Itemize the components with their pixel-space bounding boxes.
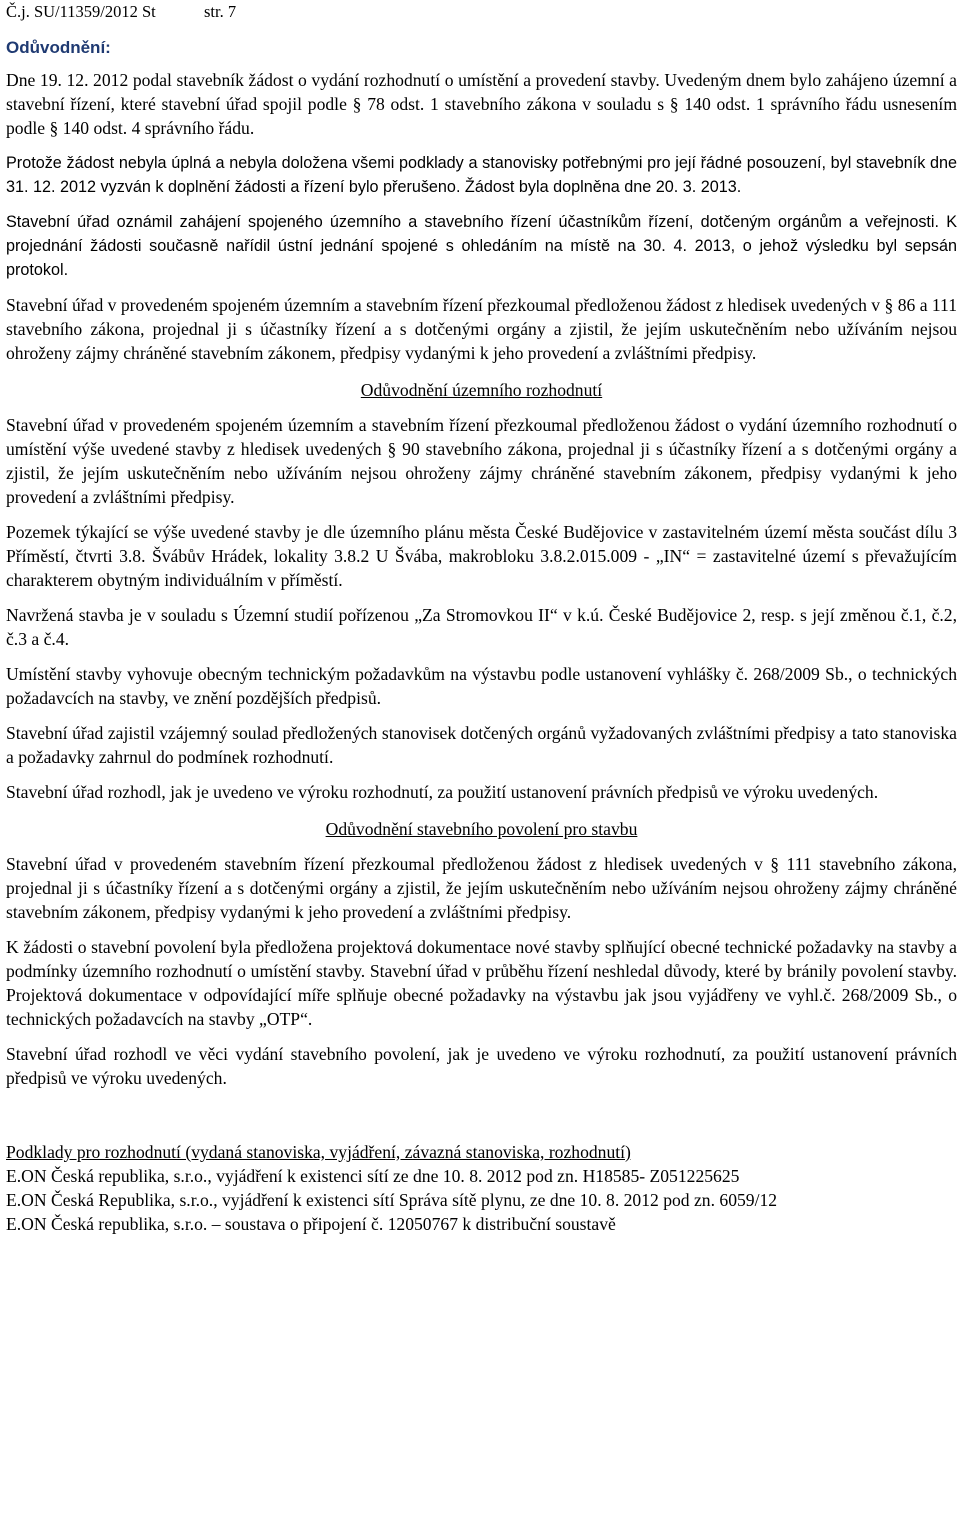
page-number: str. 7 [204, 2, 237, 21]
reference-number: Č.j. SU/11359/2012 St [6, 2, 156, 21]
source-item: E.ON Česká republika, s.r.o. – soustava o připojení č. 12050767 k distribuční soustavě [6, 1214, 616, 1234]
decision-sources [6, 1140, 957, 1236]
building-paragraph: Stavební úřad rozhodl ve věci vydání stavebního povolení, jak je uvedeno ve výroku rozhodnutí, za použití ustanovení právních předpisů ve výroku uvedených. [6, 1044, 957, 1088]
territorial-paragraph: Stavební úřad zajistil vzájemný soulad předložených stanovisek dotčených orgánů vyžadovaných zvláštními předpisy a tato stanoviska a požadavky zahrnul do podmínek rozhodnutí. [6, 723, 957, 767]
intro-paragraph: Protože žádost nebyla úplná a nebyla doložena všemi podklady a stanovisky potřebnými pro její řádné posouzení, byl stavebník dne 31. 12. 2012 vyzván k doplnění žádosti a řízení bylo přerušeno. Žádost byla doplněna dne 20. 3. 2013. [6, 154, 957, 196]
territorial-paragraph: Navržená stavba je v souladu s Územní studií pořízenou „Za Stromovkou II“ v k.ú. České Budějovice 2, resp. s její změnou č.1, č.2, č.3 a č.4. [6, 605, 957, 649]
page-header [6, 0, 957, 24]
territorial-decision-subheading: Odůvodnění územního rozhodnutí [360, 380, 603, 400]
territorial-paragraph: Stavební úřad v provedeném spojeném územním a stavebním řízení přezkoumal předloženou žádost o vydání územního rozhodnutí o umístění výše uvedené stavby z hledisek uvedených § 90 stavebního zákona, projednal ji s účastníky řízení a s dotčenými orgány a zjistil, že jejím uskutečněním nebo užíváním nejsou ohroženy zájmy chráněné stavebním zákonem, předpisy vydanými k jeho provedení a zvláštními předpisy. [6, 415, 957, 507]
sources-title: Podklady pro rozhodnutí (vydaná stanoviska, vyjádření, závazná stanoviska, rozhodnutí) [6, 1142, 631, 1162]
source-item: E.ON Česká Republika, s.r.o., vyjádření k existenci sítí Správa sítě plynu, ze dne 10. 8. 2012 pod zn. 6059/12 [6, 1190, 778, 1210]
justification-heading: Odůvodnění: [6, 38, 111, 57]
intro-paragraph: Stavební úřad v provedeném spojeném územním a stavebním řízení přezkoumal předloženou žádost z hledisek uvedených v § 86 a 111 stavebního zákona, projednal ji s účastníky řízení a s dotčenými orgány a zjistil, že jejím uskutečněním nebo užíváním nejsou ohroženy zájmy chráněné stavebním zákonem, předpisy vydanými k jeho provedení a zvláštními předpisy. [6, 295, 957, 363]
intro-paragraph: Dne 19. 12. 2012 podal stavebník žádost o vydání rozhodnutí o umístění a provedení stavby. Uvedeným dnem bylo zahájeno územní a stavební řízení, které stavební úřad spojil podle § 78 odst. 1 stavebního zákona v souladu s § 140 odst. 1 správního řádu usnesením podle § 140 odst. 4 správního řádu. [6, 70, 957, 138]
intro-paragraph: Stavební úřad oznámil zahájení spojeného územního a stavebního řízení účastníkům řízení, dotčeným orgánům a veřejnosti. K projednání žádosti současně nařídil ústní jednání spojené s ohledáním na místě na 30. 4. 2013, o jehož výsledku byl sepsán protokol. [6, 213, 957, 279]
territorial-paragraph: Stavební úřad rozhodl, jak je uvedeno ve výroku rozhodnutí, za použití ustanovení právních předpisů ve výroku uvedených. [6, 782, 879, 802]
territorial-paragraph: Umístění stavby vyhovuje obecným technickým požadavkům na výstavbu podle ustanovení vyhlášky č. 268/2009 Sb., o technických požadavcích na stavby, ve znění pozdějších předpisů. [6, 664, 957, 708]
building-paragraph: K žádosti o stavební povolení byla předložena projektová dokumentace nové stavby splňující obecné technické požadavky na stavby a podmínky územního rozhodnutí o umístění stavby. Stavební úřad v průběhu řízení neshledal důvody, které by bránily povolení stavby. Projektová dokumentace v odpovídající míře splňuje obecné požadavky na výstavbu jak jsou vyjádřeny ve vyhl.č. 268/2009 Sb., o technických požadavcích na stavby „OTP“. [6, 937, 957, 1029]
territorial-paragraph: Pozemek týkající se výše uvedené stavby je dle územního plánu města České Budějovice v zastavitelném území města součást dílu 3 Příměstí, čtvrti 3.8. Švábův Hrádek, lokality 3.8.2 U Švába, makrobloku 3.8.2.015.009 - „IN“ = zastavitelné území s převažujícím charakterem obytným individuálním v příměstí. [6, 522, 957, 590]
building-paragraph: Stavební úřad v provedeném stavebním řízení přezkoumal předloženou žádost z hledisek uvedených v § 111 stavebního zákona, projednal ji s účastníky řízení a s dotčenými orgány a zjistil, že jejím uskutečněním nebo užíváním nejsou ohroženy zájmy chráněné stavebním zákonem, předpisy vydanými k jeho provedení a zvláštními předpisy. [6, 854, 957, 922]
building-permit-subheading: Odůvodnění stavebního povolení pro stavbu [325, 819, 638, 839]
source-item: E.ON Česká republika, s.r.o., vyjádření k existenci sítí ze dne 10. 8. 2012 pod zn. H18585- Z051225625 [6, 1166, 740, 1186]
